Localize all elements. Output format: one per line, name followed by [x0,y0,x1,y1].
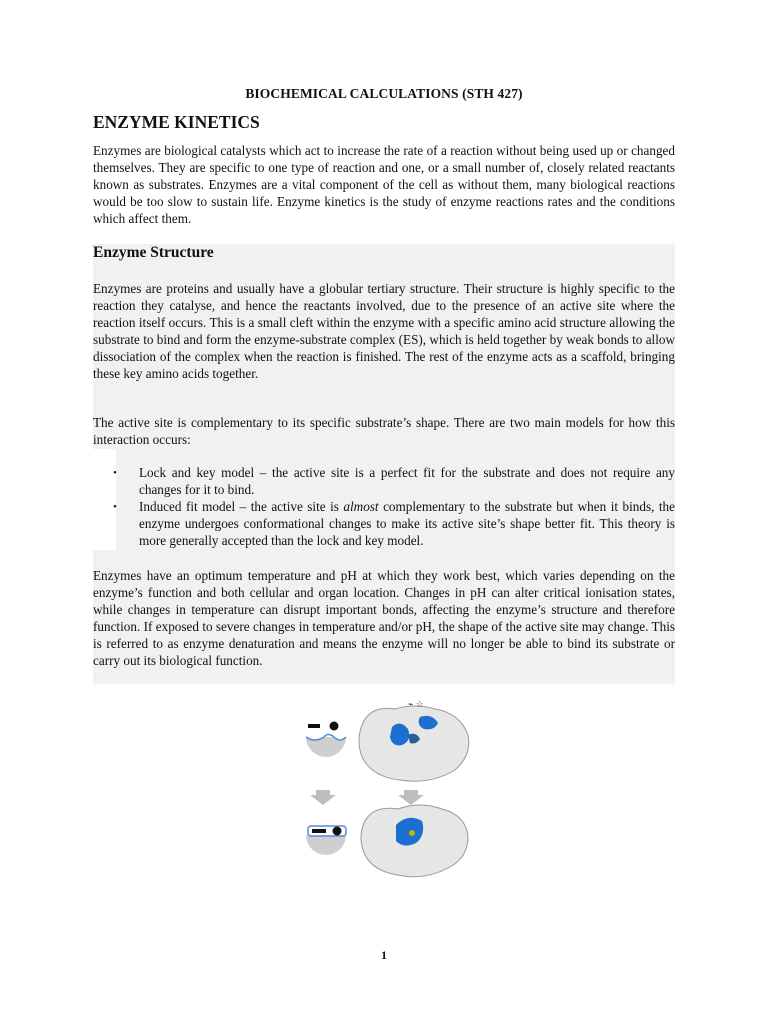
emphasis-almost: almost [343,498,379,514]
list-item-text: Lock and key model – the active site is a perfect fit for the substrate and does not require any changes for it to bind. [139,465,675,497]
list-item-text: Induced fit model – the active site is [139,498,344,514]
bullet-icon: • [113,467,117,479]
page-header: BIOCHEMICAL CALCULATIONS (STH 427) [245,86,523,101]
enzyme-diagram-icon [300,695,480,885]
page-number: 1 [381,948,387,962]
denaturation-paragraph: Enzymes have an optimum temperature and pH at which they work best, which varies depending on the enzyme’s function and both cellular and organ location. Changes in pH can alter critical ionisation states, while changes in temperature can disrupt important bonds, affecting the enzyme’s structure and therefore function. If exposed to severe changes in temperature and/or pH, the shape of the active site may change. This is referred to as enzyme denaturation and means the enzyme will no longer be able to bind its substrate or carry out its biological function. [93,568,675,668]
section-heading: Enzyme Structure [93,244,214,261]
structure-paragraph: Enzymes are proteins and usually have a globular tertiary structure. Their structure is highly specific to the reaction they catalyse, and hence the reactants involved, due to the presence of an active site where the reaction itself occurs. This is a small cleft within the enzyme with a specific amino acid structure allowing the substrate to bind and form the enzyme-substrate complex (ES), which is held together by weak bonds to allow dissociation of the complex when the reaction is finished. The rest of the enzyme acts as a scaffold, bringing these key amino acids together. [93,281,675,381]
induced-fit-figure [300,695,480,885]
models-intro-paragraph: The active site is complementary to its specific substrate’s shape. There are two main models for how this interaction occurs: [93,415,675,447]
models-list [93,465,675,550]
list-item-text-continued: complementary to the substrate but when it binds, the enzyme undergoes conformational changes to make its active site’s shape better fit. This theory is more generally accepted than the lock and key model. [139,498,676,548]
svg-text:⌁ ☆: ⌁ ☆ [408,699,424,709]
document-title: ENZYME KINETICS [93,112,260,132]
list-item-induced-fit [93,499,675,550]
intro-paragraph: Enzymes are biological catalysts which act to increase the rate of a reaction without being used up or changed themselves. They are specific to one type of reaction and one, or a small number of, closely related reactants known as substrates. Enzymes are a vital component of the cell as without them, many biological reactions would be too slow to sustain life. Enzyme kinetics is the study of enzyme reactions rates and the conditions which affect them. [93,143,675,226]
bullet-icon: • [113,500,117,513]
list-item-lock-and-key [93,465,675,499]
